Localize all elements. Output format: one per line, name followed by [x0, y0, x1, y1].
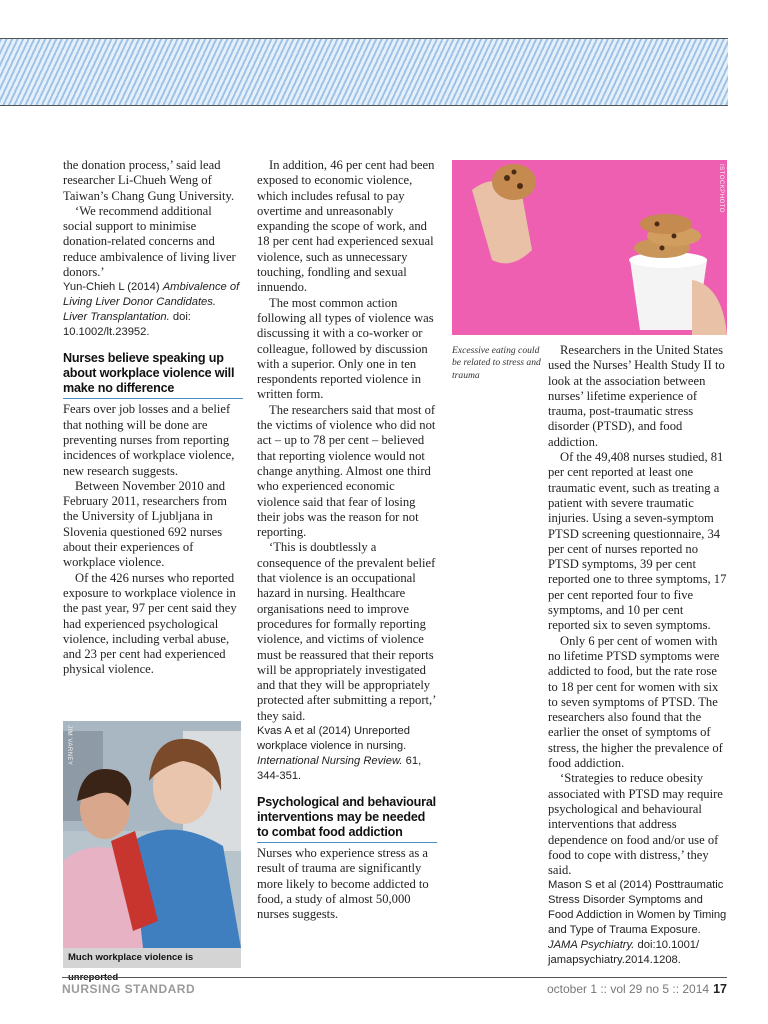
col1-paragraph-3: Fears over job losses and a belief that nothing will be done are preventing nurses from reporting incidences of workplace violence, new research suggests.: [63, 402, 235, 478]
column-3: [548, 343, 728, 968]
column-2: [257, 158, 437, 922]
col2-paragraph-3: The researchers said that most of the victims of violence who did not act – up to 78 per cent – believed that reporting violence would not change anything. Almost one third who experienced economic violence said that fear of losing their jobs was the reason for not reporting.: [257, 402, 436, 540]
page-number: 17: [713, 982, 727, 996]
col3-paragraph-2: Of the 49,408 nurses studied, 81 per cent reported at least one traumatic event, such as treating a patient with severe traumatic injuries. Using a seven-symptom PTSD screening questionnaire, 34 per cent of nurses reported no PTSD symptoms, 39 per cent reported one to three symptoms, 17 per cent reported four to five symptoms, and 10 per cent reported six to seven symptoms.: [548, 450, 727, 633]
col1-paragraph-4: Between November 2010 and February 2011, researchers from the University of Ljubljana in Slovenia questioned 692 nurses about their experiences of workplace violence.: [63, 478, 227, 570]
issue-info: october 1 :: vol 29 no 5 :: 2014 17: [546, 982, 727, 996]
col1-paragraph-2: ‘We recommend additional social support to minimise donation-related concerns and reduce ambivalence of living liver donors.’: [63, 203, 236, 280]
col2-paragraph-1: In addition, 46 per cent had been exposed to economic violence, which includes refusal to pay overtime and unreasonably expanding the scope of work, and 18 per cent had experienced sexual violence, such as unnecessary touching, fondling and sexual innuendo.: [257, 158, 435, 295]
cookies-photo: [452, 160, 727, 335]
reference-workplace-violence: Kvas A et al (2014) Unreported workplace violence in nursing. International Nursing Review. 61, 344-351.: [257, 724, 422, 782]
col2-paragraph-2: The most common action following all types of violence was discussing it with a co-worker or colleague, followed by discussion with a superior. Only one in ten respondents reported violence in written form.: [257, 295, 434, 402]
footer-divider: [62, 977, 727, 978]
col3-paragraph-4: ‘Strategies to reduce obesity associated with PTSD may require psychological and behavioural interventions that address dependence on food and/or use of food to cope with distress,’ they said.: [548, 771, 723, 878]
cookies-illustration: [452, 160, 727, 335]
col3-paragraph-3: Only 6 per cent of women with no lifetime PTSD symptoms were addicted to food, but the rate rose to 18 per cent for women with six to seven symptoms of PTSD. The researchers also found that the earlier the onset of symptoms of stress, the higher the prevalence of food addiction.: [548, 633, 723, 771]
nurses-photo-caption: Much workplace violence is: [63, 948, 241, 968]
reference-liver-donors: Yun-Chieh L (2014) Ambivalence of Living Liver Donor Candidates. Liver Transplantation. doi: 10.1002/lt.23952.: [63, 281, 240, 339]
reference-food-addiction: Mason S et al (2014) Posttraumatic Stress Disorder Symptoms and Food Addiction in Women by Timing and Type of Trauma Exposure. JAMA Psychiatry. doi:10.1001/ jamapsychiatry.2014.1208.: [548, 879, 727, 967]
col2-paragraph-4: ‘This is doubtlessly a consequence of the prevalent belief that violence is an occupational hazard in nursing. Healthcare organisations need to improve procedures for formally reporting violence, and victims of violence must be reassured that their reports will be appropriately investigated and that they will be appropriately protected after submitting a report,’ they said.: [257, 540, 436, 723]
headline-food-addiction: Psychological and behavioural interventions may be needed to combat food addiction: [257, 795, 437, 843]
publication-name: NURSING STANDARD: [62, 982, 196, 996]
header-pattern-band: [0, 38, 728, 106]
photo-credit-1: JIM VARNEY: [66, 725, 72, 766]
column-1: [63, 158, 243, 678]
col3-paragraph-1: Researchers in the United States used the Nurses’ Health Study II to look at the association between nurses’ lifetime experience of trauma, post-traumatic stress disorder (PTSD), and food addiction.: [548, 343, 725, 449]
headline-workplace-violence: Nurses believe speaking up about workplace violence will make no difference: [63, 351, 243, 399]
nurses-photo: [63, 721, 241, 948]
col2-paragraph-5: Nurses who experience stress as a result of trauma are significantly more likely to become addicted to food, a study of almost 50,000 nurses suggests.: [257, 845, 429, 922]
photo-credit-2: ISTOCKPHOTO: [718, 164, 724, 213]
nurses-illustration: [63, 721, 241, 948]
col1-paragraph-5: Of the 426 nurses who reported exposure to workplace violence in the past year, 97 per cent said they had experienced psychological violence, including verbal abuse, and 23 per cent had experienced physical violence.: [63, 570, 237, 677]
col1-paragraph-1: the donation process,’ said lead researcher Li-Chueh Weng of Taiwan’s Chang Gung University.: [63, 158, 235, 203]
cookies-photo-caption: Excessive eating could be related to stress and trauma: [452, 345, 541, 381]
